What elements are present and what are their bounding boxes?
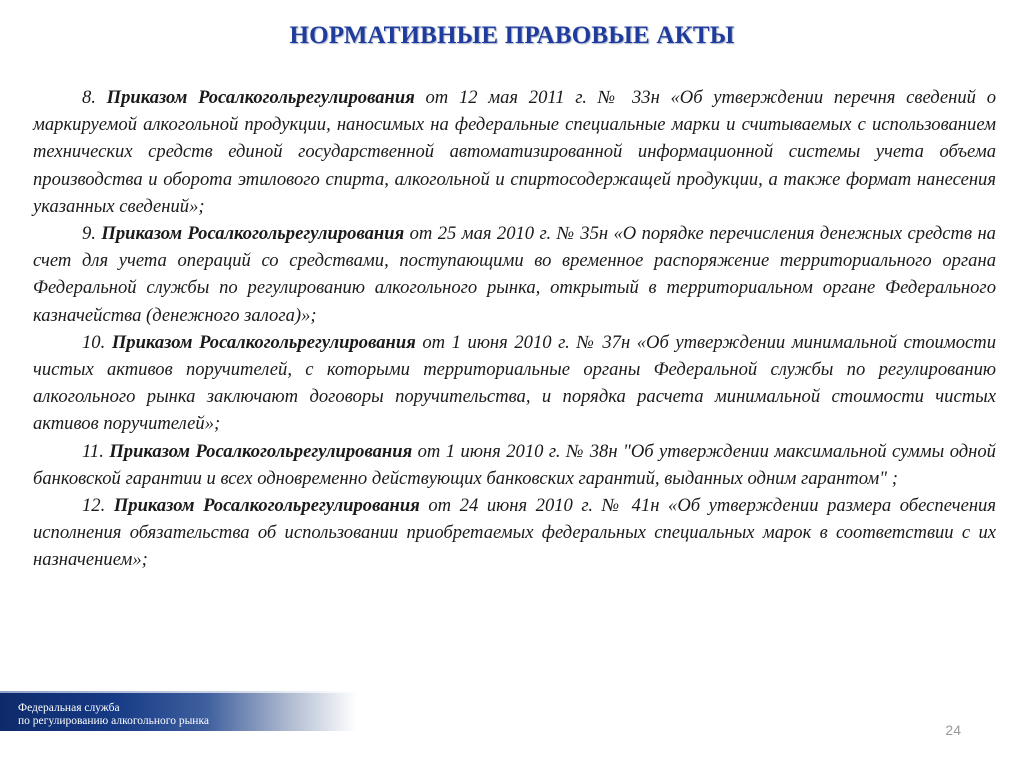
- list-item-12: [33, 492, 996, 574]
- footer-org-line1: Федеральная служба: [18, 702, 120, 714]
- item-text: от 24 июня 2010 г. № 41н «Об утверждении размера обеспечения исполнения обязательства об использовании приобретаемых федеральных специальных марок в соответствии с их назначением»;: [33, 495, 996, 571]
- item-text: от 1 июня 2010 г. № 38н "Об утверждении максимальной суммы одной банковской гарантии и всех одновременно действующих банковских гарантий, выданных одним гарантом" ;: [33, 440, 996, 489]
- item-organization: Приказом Росалкогольрегулирования: [109, 440, 413, 462]
- item-number: 9.: [82, 223, 96, 245]
- list-item-10: [33, 329, 996, 438]
- slide-title: НОРМАТИВНЫЕ ПРАВОВЫЕ АКТЫ: [289, 22, 735, 49]
- item-number: 11.: [82, 440, 104, 462]
- list-item-8: [33, 84, 996, 220]
- list-item-11: [33, 438, 996, 492]
- item-number: 12.: [82, 495, 106, 517]
- acts-list: [33, 84, 996, 574]
- page-number: 24: [945, 722, 961, 738]
- item-number: 8.: [82, 87, 96, 108]
- item-organization: Приказом Росалкогольрегулирования: [101, 223, 405, 245]
- list-item-9: [33, 220, 996, 329]
- item-text: от 25 мая 2010 г. № 35н «О порядке перечисления денежных средств на счет для учета операций со средствами, поступающими во временное распоряжение территориального органа Федеральной службы по регулированию алкогольного рынка, открытый в территориальном органе Федерального казначейства (денежного залога)»;: [33, 223, 996, 326]
- item-text: от 12 мая 2011 г. № 33н «Об утверждении перечня сведений о маркируемой алкогольной продукции, наносимых на федеральные специальные марки и считываемых с использованием технических средств единой государственной автоматизированной информационной системы учета объема производства и оборота этилового спирта, алкогольной и спиртосодержащей продукции, а также формат нанесения указанных сведений»;: [33, 87, 996, 217]
- footer-org-line2: по регулированию алкогольного рынка: [18, 715, 209, 727]
- item-organization: Приказом Росалкогольрегулирования: [111, 331, 416, 353]
- item-organization: Приказом Росалкогольрегулирования: [106, 87, 415, 108]
- item-text: от 1 июня 2010 г. № 37н «Об утверждении минимальной стоимости чистых активов поручителей, с которыми территориальные органы Федеральной службы по регулированию алкогольного рынка заключают договоры поручительства, и порядка расчета минимальной стоимости чистых активов поручителей»;: [33, 331, 996, 435]
- item-number: 10.: [82, 331, 106, 353]
- item-organization: Приказом Росалкогольрегулирования: [113, 495, 420, 517]
